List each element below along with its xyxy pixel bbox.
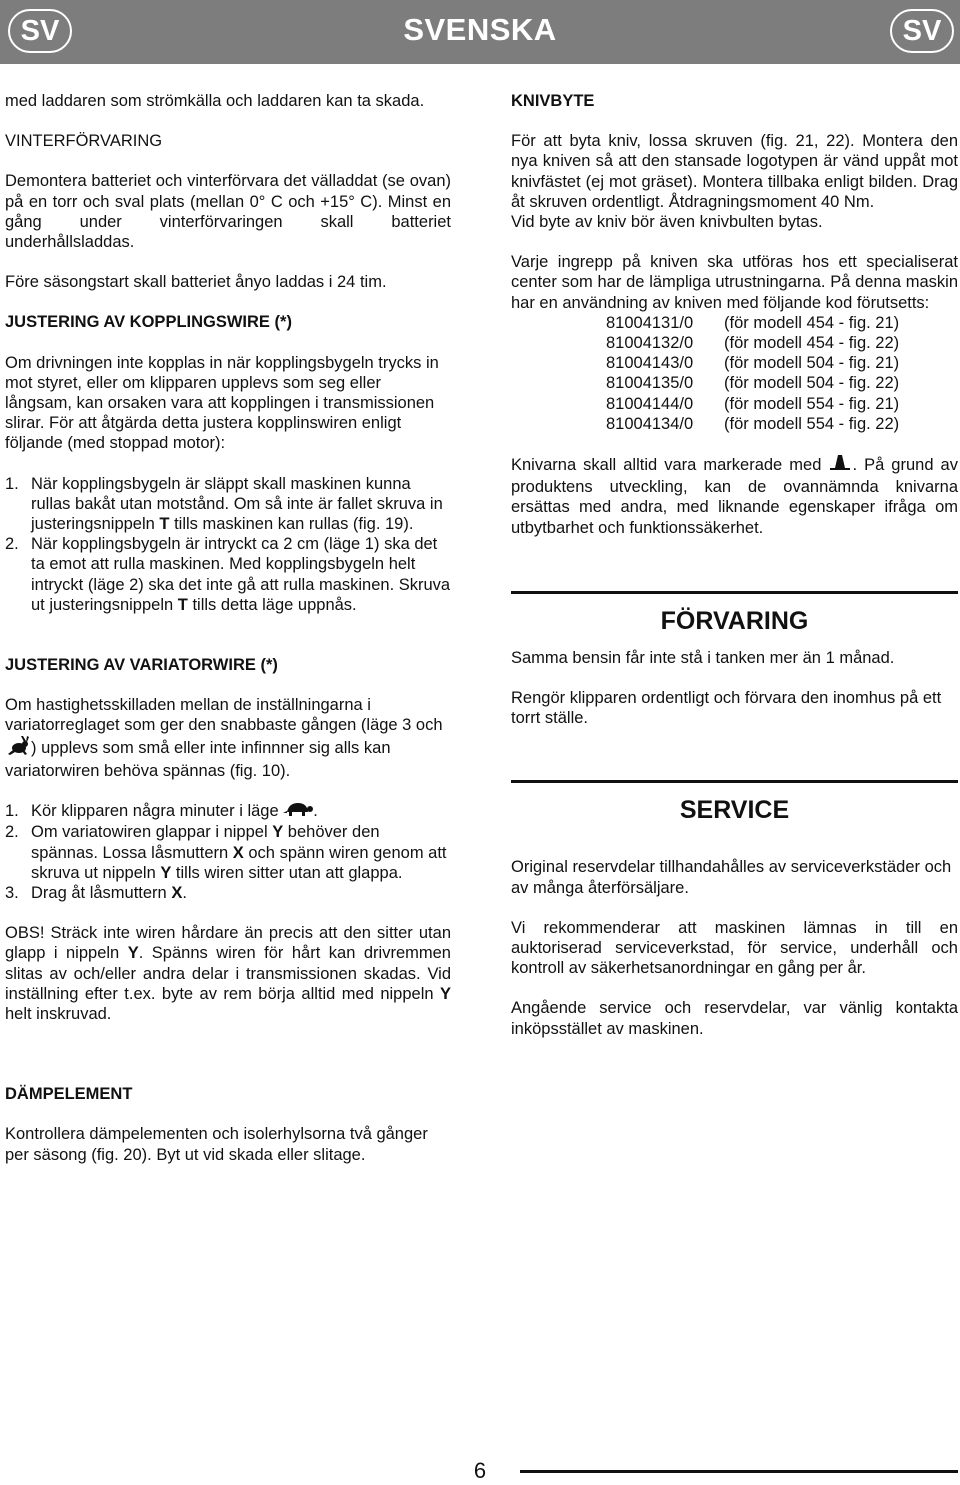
blade-code: 81004131/0 [606, 313, 694, 332]
list-item [5, 534, 451, 615]
variator-intro-paragraph: Om hastighetsskilladen mellan de inställningarna i variatorreglaget som ger den snabbaste gången (läge 3 och ) upplevs som små eller inte infinnner sig alls kan variatorwiren behöva spännas (fig. 10). [5, 696, 443, 780]
blade-code-row [606, 394, 958, 414]
blade-code-row [606, 414, 958, 434]
spare-parts-paragraph: Original reservdelar tillhandahålles av serviceverkstäder och av många återförsäljare. [511, 858, 952, 897]
list-number: 2. [5, 823, 19, 842]
blade-code-description: (för modell 554 - fig. 21) [724, 394, 900, 413]
fuel-storage-paragraph: Samma bensin får inte stå i tanken mer än 1 månad. [511, 648, 895, 667]
list-item [5, 801, 451, 822]
list-item [5, 474, 451, 535]
damper-paragraph: Kontrollera dämpelementen och isolerhylsorna två gånger per säsong (fig. 20). Byt ut vid skada eller slitage. [5, 1125, 428, 1164]
blade-code: 81004135/0 [606, 374, 694, 393]
contact-paragraph: Angående service och reservdelar, var vänlig kontakta inköpsstället av maskinen. [511, 999, 958, 1038]
list-number: 1. [5, 802, 19, 821]
clutch-intro-paragraph: Om drivningen inte kopplas in när kopplingsbygeln trycks in mot styret, eller om klipparen upplevs som seg eller långsam, kan orsaken vara att kopplingen i transmissionen slirar. För att åtgärda detta justera kopplinswiren enligt följande (med stoppad motor): [5, 353, 439, 453]
blade-code-description: (för modell 454 - fig. 21) [724, 313, 900, 332]
winter-storage-paragraph: Demontera batteriet och vinterförvara det välladdat (se ovan) på en torr och sval plats (mellan 0° C och +15° C). Minst en gång under vinterförvaringen skall batteriet underhållsladdas. [5, 172, 451, 252]
blade-code-list [606, 313, 958, 434]
blade-code-row [606, 333, 958, 353]
season-start-paragraph: Före säsongstart skall batteriet ånyo laddas i 24 tim. [5, 273, 387, 292]
heading-kopplingswire: JUSTERING AV KOPPLINGSWIRE (*) [5, 313, 292, 332]
right-column [511, 91, 958, 1039]
list-number: 1. [5, 474, 19, 493]
heading-variatorwire: JUSTERING AV VARIATORWIRE (*) [5, 656, 278, 675]
language-badge-right: SV [890, 9, 954, 53]
list-text: Om variatowiren glappar i nippel Y behöver den spännas. Lossa låsmuttern X och spänn wiren genom att skruva ut nippeln Y tills wiren sitter utan att glappa. [31, 823, 447, 882]
list-item [5, 822, 451, 883]
page-header [0, 0, 960, 64]
section-divider [511, 591, 958, 594]
clutch-steps-list [5, 474, 451, 615]
blade-code-row [606, 313, 958, 333]
heading-service: SERVICE [679, 796, 790, 825]
blade-code-description: (för modell 504 - fig. 22) [724, 374, 900, 393]
obs-paragraph: OBS! Sträck inte wiren hårdare än precis att den sitter utan glapp i nippeln Y. Spänns wiren för hårt kan drivremmen slitas av och/eller andra delar i transmissionen skadas. Vid inställning efter t.ex. byte av rem börja alltid med nippeln Y helt inskruvad. [5, 924, 451, 1023]
cleaning-paragraph: Rengör klipparen ordentligt och förvara den inomhus på ett torrt ställe. [511, 689, 942, 728]
language-badge-left: SV [8, 9, 72, 53]
list-text: Kör klipparen några minuter i läge . [31, 801, 451, 822]
blade-code-description: (för modell 504 - fig. 21) [724, 354, 900, 373]
blade-code: 81004143/0 [606, 354, 694, 373]
blade-marking-paragraph: Knivarna skall alltid vara markerade med . På grund av produktens utveckling, kan de ovannämnda knivarna ersättas med andra, med liknande egenskaper ifråga om utbytbarhet och funktionssäkerhet. [511, 456, 958, 537]
blade-bolt-paragraph: Vid byte av kniv bör även knivbulten bytas. [511, 213, 823, 232]
blade-code-description: (för modell 554 - fig. 22) [724, 414, 900, 433]
footer-divider [511, 1470, 958, 1473]
list-text: Drag åt låsmuttern X. [31, 883, 187, 902]
section-divider [511, 780, 958, 783]
blade-code-row [606, 353, 958, 373]
heading-forvaring: FÖRVARING [660, 606, 809, 635]
battery-paragraph: med laddaren som strömkälla och laddaren kan ta skada. [5, 92, 425, 110]
list-text: När kopplingsbygeln är släppt skall maskinen kunna rullas bakåt utan motstånd. Om så inte är fallet skruva in justeringsnippeln T tills maskinen kan rullas (fig. 19). [31, 474, 443, 534]
tortoise-icon [283, 801, 313, 822]
blade-code: 81004144/0 [606, 394, 694, 413]
service-recommendation-paragraph: Vi rekommenderar att maskinen lämnas in till en auktoriserad serviceverkstad, för service, underhåll och kontroll av säkerhetsanordningar en gång per år. [511, 918, 958, 978]
blade-service-paragraph: Varje ingrepp på kniven ska utföras hos ett specialiserat center som har de lämpliga utrustningarna. På denna maskin har en användning av kniven med följande kod förutsetts: [511, 253, 958, 312]
heading-dampelement: DÄMPELEMENT [5, 1085, 133, 1104]
variator-steps-list [5, 801, 451, 903]
blade-code: 81004132/0 [606, 334, 694, 353]
list-number: 2. [5, 535, 19, 554]
hare-icon [5, 736, 31, 761]
list-text: När kopplingsbygeln är intryckt ca 2 cm (läge 1) ska det ta emot att rulla maskinen. Med kopplingsbygeln helt intryckt (läge 2) ska det inte gå att rulla maskinen. Skruva ut justeringsnippeln T tills detta läge uppnås. [31, 535, 451, 614]
blade-code-description: (för modell 454 - fig. 22) [724, 334, 900, 353]
page-title: SVENSKA [403, 12, 557, 47]
list-number: 3. [5, 883, 19, 902]
page-number: 6 [440, 1458, 520, 1484]
heading-vinterforvaring: VINTERFÖRVARING [5, 132, 163, 151]
heading-knivbyte: KNIVBYTE [511, 92, 595, 110]
left-column [5, 91, 451, 1165]
blade-change-paragraph: För att byta kniv, lossa skruven (fig. 21, 22). Montera den nya kniven så att den stansade logotypen är vänd uppåt mot knivfästet (ej mot gräset). Montera tillbaka enligt bilden. Drag åt skruven ordentligt. Åtdragningsmoment 40 Nm. [511, 132, 958, 211]
list-item [5, 883, 451, 903]
blade-code: 81004134/0 [606, 414, 694, 433]
blade-code-row [606, 373, 958, 393]
blade-mark-icon [828, 454, 852, 477]
